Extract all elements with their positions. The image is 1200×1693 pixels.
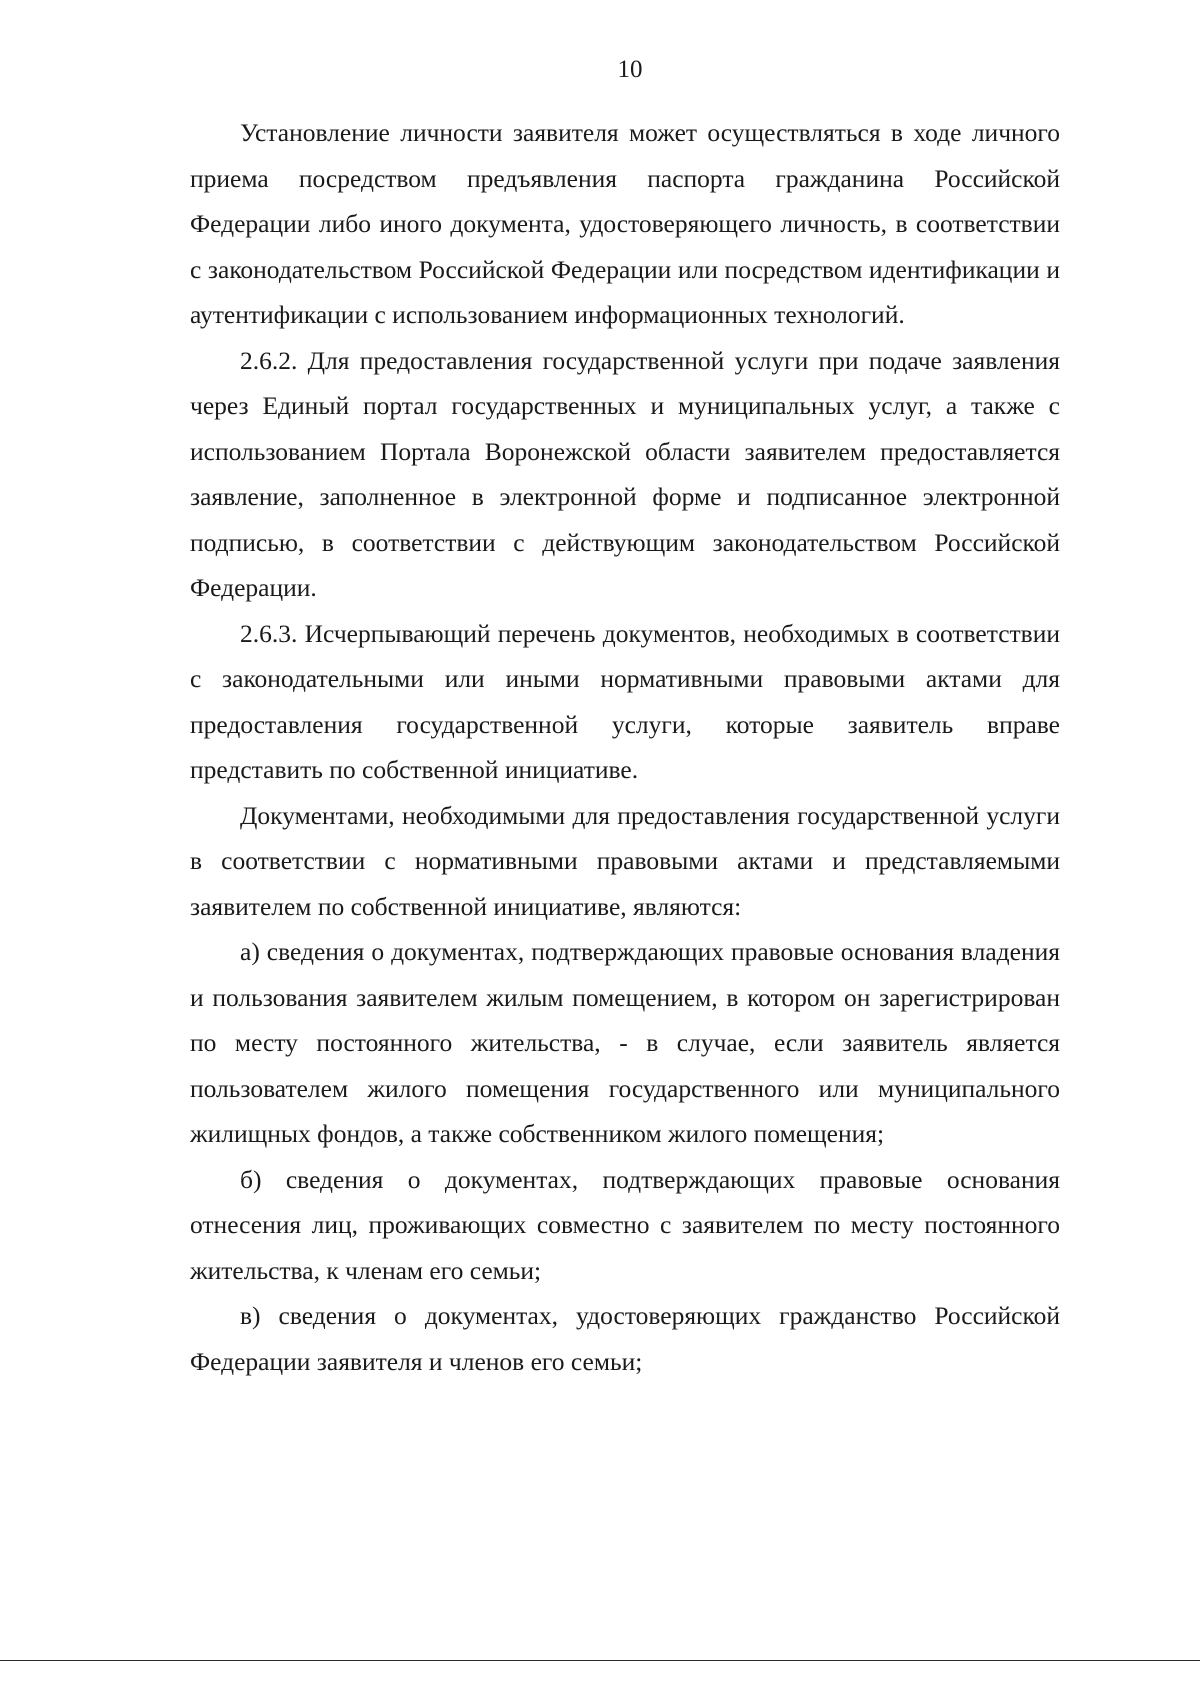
paragraph-documents-list-intro: Документами, необходимыми для предоставления государственной услуги в соответствии с нормативными правовыми актами и представляемыми заявителем по собственной инициативе, являются: xyxy=(190,800,1060,921)
paragraph-identity-verification: Установление личности заявителя может осуществляться в ходе личного приема посредством предъявления паспорта гражданина Российской Федерации либо иного документа, удостоверяющего личность, в соответствии с законодательством Российской Федерации или посредством идентификации и аутентификации с использованием информационных технологий. xyxy=(190,118,1060,329)
list-item-b: б) сведения о документах, подтверждающих правовые основания отнесения лиц, проживающих совместно с заявителем по месту постоянного жительства, к членам его семьи; xyxy=(190,1164,1060,1285)
list-item-v: в) сведения о документах, удостоверяющих гражданство Российской Федерации заявителя и членов его семьи; xyxy=(190,1301,1060,1376)
list-item-a: а) сведения о документах, подтверждающих правовые основания владения и пользования заявителем жилым помещением, в котором он зарегистрирован по месту постоянного жительства, - в случае, если заявитель является пользователем жилого помещения государственного или муниципального жилищных фондов, а также собственником жилого помещения; xyxy=(190,937,1060,1148)
document-body xyxy=(190,110,1060,1384)
page-number: 10 xyxy=(617,56,643,83)
bottom-divider xyxy=(0,1660,1200,1661)
paragraph-2-6-2: 2.6.2. Для предоставления государственной услуги при подаче заявления через Единый портал государственных и муниципальных услуг, а также с использованием Портала Воронежской области заявителем предоставляется заявление, заполненное в электронной форме и подписанное электронной подписью, в соответствии с действующим законодательством Российской Федерации. xyxy=(190,345,1060,602)
paragraph-2-6-3: 2.6.3. Исчерпывающий перечень документов, необходимых в соответствии с законодательными или иными нормативными правовыми актами для предоставления государственной услуги, которые заявитель вправе представить по собственной инициативе. xyxy=(190,618,1060,784)
